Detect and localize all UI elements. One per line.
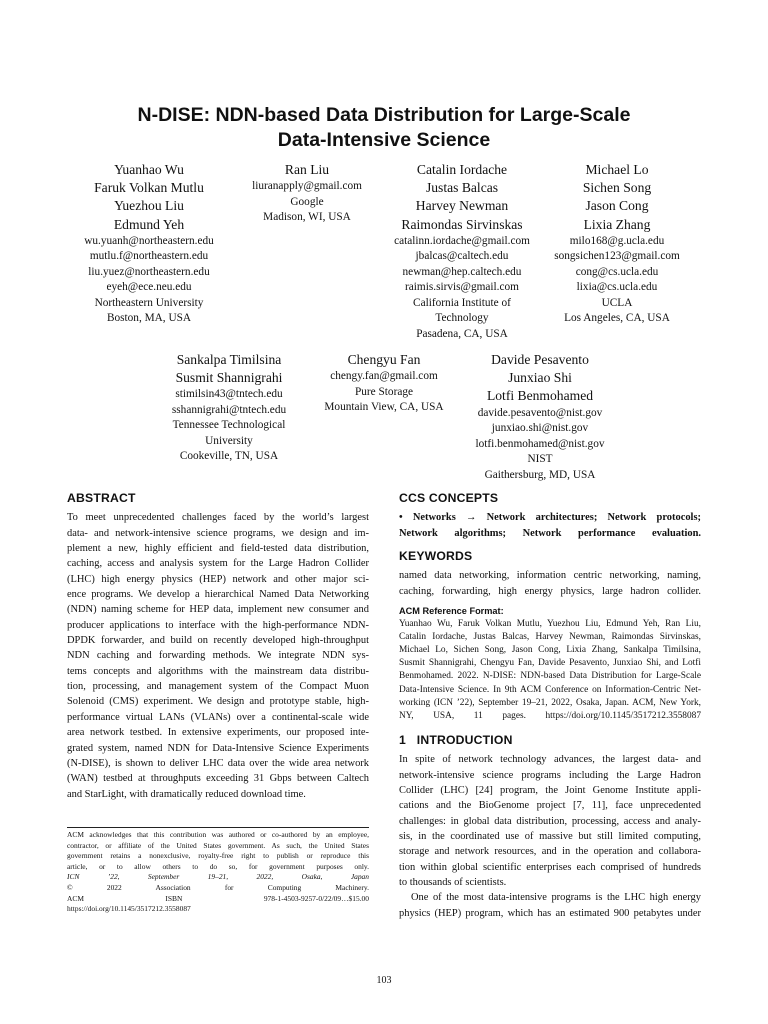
author-name: Lixia Zhang <box>583 216 651 232</box>
author-email: catalinn.iordache@gmail.com <box>394 234 530 247</box>
author-name: Harvey Newman <box>415 198 509 214</box>
author-email: sshannigrahi@tntech.edu <box>171 403 287 416</box>
author-email: davide.pesavento@nist.gov <box>477 406 603 419</box>
author-block-nist <box>462 351 618 483</box>
author-name: Faruk Volkan Mutlu <box>94 180 204 196</box>
abstract-line: plement a new, highly efficient and field-tested data distribution, <box>67 543 369 555</box>
ccs-line: • Networks → Network architectures; Network protocols; <box>399 512 701 524</box>
author-name: Catalin Iordache <box>416 162 508 177</box>
author-email: chengy.fan@gmail.com <box>330 370 438 383</box>
footnote-line: ICN ’22, September 19–21, 2022, Osaka, Japan <box>67 872 369 882</box>
right-column <box>399 491 701 921</box>
intro-line: to thousands of scientists. <box>399 876 507 888</box>
author-name: Susmit Shannigrahi <box>175 370 283 386</box>
author-block-caltech <box>382 161 542 342</box>
intro-line: network-intensive science programs including the Large Hadron <box>399 769 701 781</box>
author-affiliation: Technology <box>435 312 489 325</box>
author-email: raimis.sirvis@gmail.com <box>405 281 519 294</box>
author-name: Edmund Yeh <box>113 216 185 232</box>
intro-line: Collider (LHC) [24] program, the Joint Genome Institute appli- <box>399 784 701 796</box>
abstract-line: producer applications to interface with the high-performance NDN- <box>67 619 369 631</box>
author-location: Pasadena, CA, USA <box>416 327 508 340</box>
ccs-heading: CCS CONCEPTS <box>399 491 499 505</box>
abstract-line: Solenoid (CMS) experiment. We design and prototype stable, high- <box>67 696 369 708</box>
abstract-line: data- and network-intensive science programs, we design and im- <box>67 527 369 539</box>
acm-ref-block <box>399 618 701 723</box>
author-block-purestorage <box>308 351 460 416</box>
abstract-line: tems concepts and algorithms with the mainstream data distribu- <box>67 665 369 677</box>
abstract-line: area network testbed. In extensive experiments, our proposed inte- <box>67 727 369 739</box>
author-email: wu.yuanh@northeastern.edu <box>84 234 214 247</box>
author-name: Jason Cong <box>585 198 649 214</box>
author-name: Sichen Song <box>582 180 652 196</box>
author-email: eyeh@ece.neu.edu <box>106 281 192 294</box>
abstract-line: (NDN) naming scheme for HEP data, implement new consumer and <box>67 604 369 616</box>
footnote-line: article, or to allow others to do so, for government purposes only. <box>67 861 369 871</box>
author-affiliation: Tennessee Technological <box>172 419 286 432</box>
acm-ref-line: Data-Intensive Science. In 9th ACM Conference on Information-Centric Net- <box>399 684 701 695</box>
author-name: Sankalpa Timilsina <box>176 352 282 367</box>
author-block-ucla <box>542 161 692 327</box>
author-location: Mountain View, CA, USA <box>324 401 444 414</box>
intro-line: sis, in the coordinated use of massive but still limited computing, <box>399 830 701 842</box>
footnote-rule <box>67 827 369 828</box>
author-email: newman@hep.caltech.edu <box>402 265 522 278</box>
author-location: Los Angeles, CA, USA <box>564 312 670 325</box>
abstract-line: caching, access and analysis system for the Large Hadron Collider <box>67 558 369 570</box>
acm-ref-line: working (ICN ’22), September 19–21, 2022, Osaka, Japan. ACM, New York, <box>399 697 701 708</box>
author-email: lixia@cs.ucla.edu <box>576 281 658 294</box>
intro-line: One of the most data-intensive programs is the LHC high energy <box>411 892 701 904</box>
author-email: songsichen123@gmail.com <box>554 250 680 263</box>
abstract-line: DPDK forwarder, and build on recently developed high-throughput <box>67 635 369 647</box>
abstract-section <box>67 491 369 802</box>
ccs-line: Network algorithms; Network performance evaluation. <box>399 527 701 539</box>
footnote-line: contractor, or affiliate of the United States government. As such, the United States <box>67 840 369 850</box>
author-name: Michael Lo <box>585 162 649 177</box>
author-name: Chengyu Fan <box>347 352 421 367</box>
footnote-line: government retains a nonexclusive, royalty-free right to publish or reproduce this <box>67 851 369 861</box>
author-email: milo168@g.ucla.edu <box>569 234 665 247</box>
title-line: Data-Intensive Science <box>277 129 491 151</box>
abstract-line: NDN caching and forwarding methods. We integrate NDN sys- <box>67 650 369 662</box>
author-affiliation: UCLA <box>601 296 633 309</box>
author-email: jbalcas@caltech.edu <box>415 250 509 263</box>
keywords-line: caching, forwarding, high energy physics, large hadron collider. <box>399 585 701 597</box>
author-email: lotfi.benmohamed@nist.gov <box>475 437 605 450</box>
intro-line: challenges: in global data distribution, processing, access and analy- <box>399 815 701 827</box>
author-name: Yuezhou Liu <box>114 198 184 214</box>
author-affiliation: California Institute of <box>413 296 511 309</box>
abstract-line: To meet unprecedented challenges faced by the world’s largest <box>67 512 369 524</box>
author-affiliation: Google <box>290 195 324 208</box>
keywords-heading: KEYWORDS <box>399 549 473 564</box>
author-email: cong@cs.ucla.edu <box>575 265 659 278</box>
abstract-line: (N-DISE), is shown to deliver LHC data over the wide area network <box>67 757 369 769</box>
author-block-tntech <box>156 351 302 465</box>
author-affiliation: Northeastern University <box>94 296 204 309</box>
intro-line: tion within global scientific enterprises each comprised of hundreds <box>399 861 701 873</box>
page-number: 103 <box>376 975 392 986</box>
author-name: Davide Pesavento <box>491 352 589 367</box>
abstract-line: grated system, named NDN for Data-Intensive Science Experiments <box>67 742 369 754</box>
abstract-line: performance virtual LANs (VLANs) over a continental-scale wide <box>67 711 369 723</box>
acm-ref-line: Catalin Iordache, Justas Balcas, Harvey Newman, Raimondas Sirvinskas, <box>399 632 701 643</box>
acm-ref-line: Benmohamed. 2022. N-DISE: NDN-based Data Distribution for Large-Scale <box>399 671 701 682</box>
abstract-line: tion, processing, and management system of the Compact Muon <box>67 681 369 693</box>
author-email: liu.yuez@northeastern.edu <box>88 265 210 278</box>
author-location: Gaithersburg, MD, USA <box>484 468 596 481</box>
author-location: Cookeville, TN, USA <box>179 450 279 463</box>
author-name: Ran Liu <box>284 162 330 177</box>
intro-line: cations and the BioGenome project [7, 11], face unprecedented <box>399 800 701 812</box>
author-affiliation: NIST <box>527 453 553 466</box>
abstract-line: (LHC) high energy physics (HEP) network and other major sci- <box>67 573 369 585</box>
keywords-line: named data networking, information centric networking, naming, <box>399 570 701 582</box>
author-name: Justas Balcas <box>425 180 499 196</box>
acm-ref-line: Susmit Shannigrahi, Chengyu Fan, Davide Pesavento, Junxiao Shi, and Lotfi <box>399 658 701 669</box>
author-block-google <box>236 161 378 226</box>
abstract-line: and StarLight, with dramatically reduced download time. <box>67 788 306 800</box>
author-name: Yuanhao Wu <box>114 162 184 177</box>
author-affiliation: Pure Storage <box>354 385 414 398</box>
author-name: Raimondas Sirvinskas <box>401 216 523 232</box>
abstract-line: (WAN) testbed at throughputs exceeding 31 Gbps between Caltech <box>67 773 369 785</box>
footnote-line: © 2022 Association for Computing Machinery. <box>67 882 369 892</box>
acm-ref-line: Yuanhao Wu, Faruk Volkan Mutlu, Yuezhou Liu, Edmund Yeh, Ran Liu, <box>399 619 701 630</box>
introduction-heading: 1 INTRODUCTION <box>399 732 513 747</box>
author-email: stimilsin43@tntech.edu <box>175 388 283 401</box>
author-email: liuranapply@gmail.com <box>252 180 362 193</box>
author-block-northeastern <box>62 161 236 327</box>
author-location: Madison, WI, USA <box>263 211 351 224</box>
footnote-block <box>67 830 369 915</box>
paper-title <box>60 103 708 153</box>
acm-ref-heading: ACM Reference Format: <box>399 606 504 617</box>
acm-ref-line: Michael Lo, Sichen Song, Jason Cong, Lixia Zhang, Sankalpa Timilsina, <box>399 645 701 656</box>
author-email: junxiao.shi@nist.gov <box>491 422 589 435</box>
footnote-line: ACM acknowledges that this contribution was authored or co-authored by an employee, <box>67 830 369 839</box>
acm-ref-line: NY, USA, 11 pages. https://doi.org/10.1145/3517212.3558087 <box>399 710 701 721</box>
footnote-line: ACM ISBN 978-1-4503-9257-0/22/09…$15.00 <box>67 893 369 903</box>
author-email: mutlu.f@northeastern.edu <box>89 250 209 263</box>
author-location: Boston, MA, USA <box>106 312 192 325</box>
title-line: N-DISE: NDN-based Data Distribution for Large-Scale <box>137 104 631 126</box>
author-name: Junxiao Shi <box>508 370 572 386</box>
intro-line: physics (HEP) program, which has an estimated 900 petabytes under <box>399 907 701 919</box>
intro-line: In spite of network technology advances, the largest data- and <box>399 754 701 766</box>
author-name: Lotfi Benmohamed <box>486 388 594 404</box>
footnote-line: https://doi.org/10.1145/3517212.3558087 <box>67 904 191 914</box>
intro-line: storage and network resources, and in the operation and collabora- <box>399 846 701 858</box>
abstract-heading: ABSTRACT <box>67 491 136 505</box>
author-affiliation: University <box>205 434 253 447</box>
abstract-line: ence programs. We develop a hierarchical Named Data Networking <box>67 589 369 601</box>
